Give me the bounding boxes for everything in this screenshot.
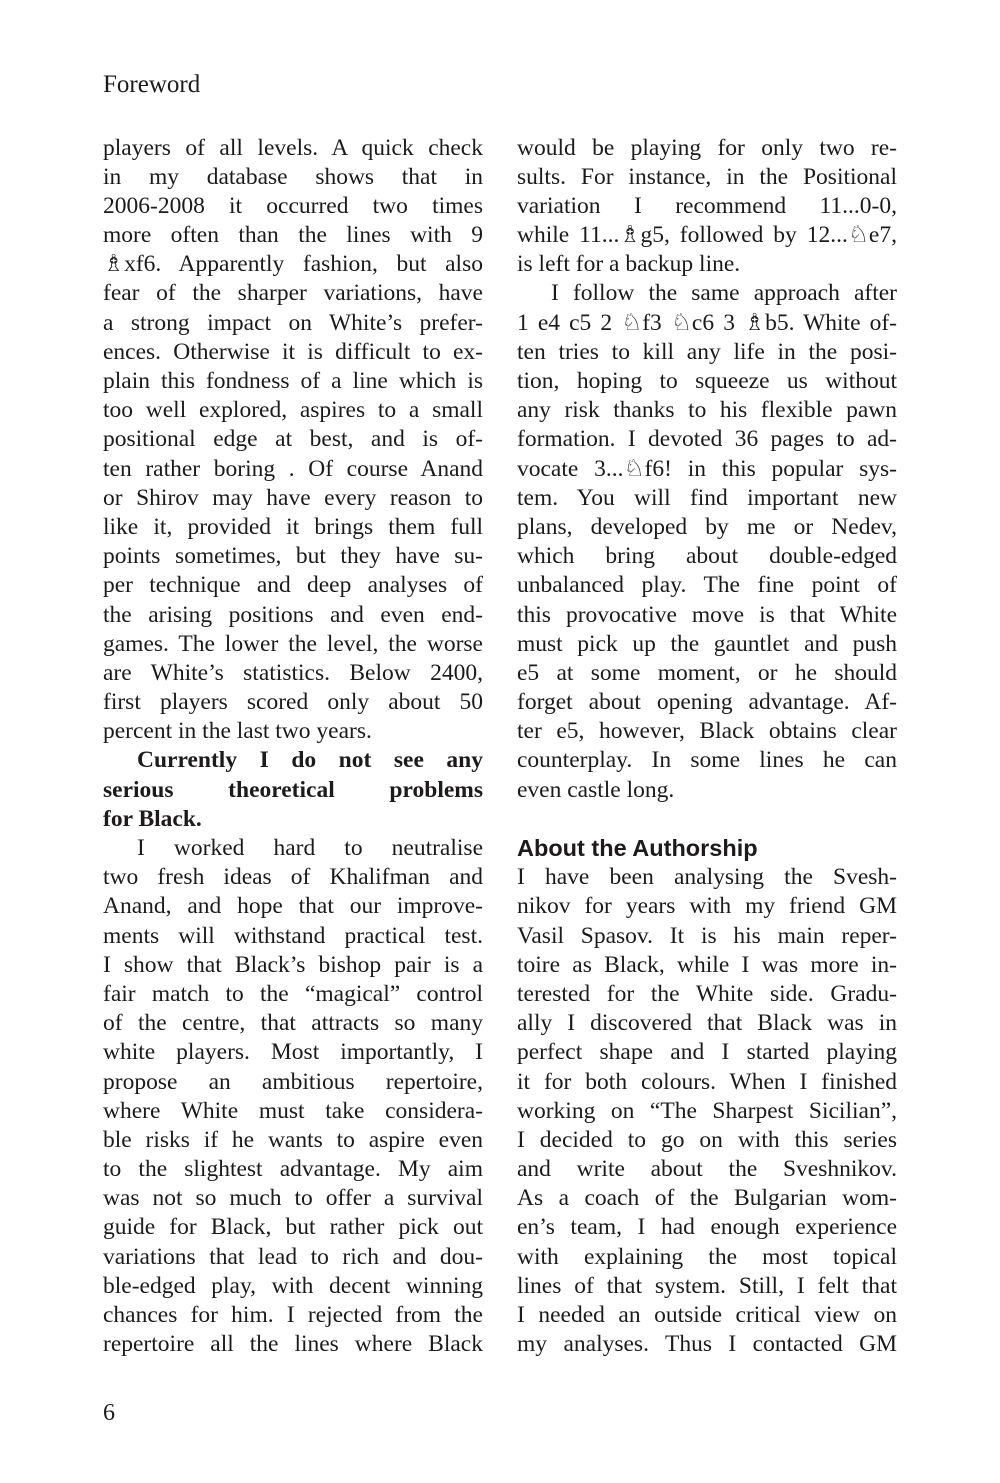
text-line: while 11...♗g5, followed by 12...♘e7, (517, 222, 897, 249)
text-line: 2006-2008 it occurred two times (103, 192, 483, 219)
paragraph (103, 834, 483, 1359)
text-line: terested for the White side. Gradu- (517, 980, 897, 1007)
running-head: Foreword (103, 71, 201, 98)
text-line: this provocative move is that White (517, 601, 897, 628)
text-line: too well explored, aspires to a small (103, 397, 483, 424)
text-line: counterplay. In some lines he can (517, 747, 897, 774)
text-line: I show that Black’s bishop pair is a (103, 951, 483, 978)
text-line: would be playing for only two re- (517, 134, 897, 161)
text-line: even castle long. (517, 776, 675, 803)
text-line: the arising positions and even end- (103, 601, 483, 628)
text-line: my analyses. Thus I contacted GM (517, 1331, 897, 1358)
text-line: ble risks if he wants to aspire even (103, 1126, 483, 1153)
text-line: more often than the lines with 9 (103, 222, 483, 249)
text-line: games. The lower the level, the worse (103, 630, 483, 657)
text-line: per technique and deep analyses of (103, 572, 483, 599)
text-line: en’s team, I had enough experience (517, 1214, 897, 1241)
text-line: first players scored only about 50 (103, 689, 483, 716)
text-line: vocate 3...♘f6! in this popular sys- (517, 455, 897, 482)
text-line: chances for him. I rejected from the (103, 1302, 483, 1328)
text-line: percent in the last two years. (103, 718, 372, 745)
section-heading: About the Authorship (517, 835, 758, 861)
text-line: ter e5, however, Black obtains clear (517, 718, 897, 745)
text-line: was not so much to offer a survival (103, 1185, 483, 1212)
paragraph (517, 279, 897, 804)
text-line: any risk thanks to his flexible pawn (517, 397, 897, 424)
text-line: unbalanced play. The fine point of (517, 572, 897, 599)
text-line: I decided to go on with this series (517, 1126, 897, 1153)
text-line: which bring about double-edged (517, 543, 897, 570)
text-line: where White must take considera- (103, 1097, 483, 1124)
text-line: ences. Otherwise it is difficult to ex- (103, 338, 483, 365)
text-line: ble-edged play, with decent winning (103, 1272, 483, 1299)
text-line: toire as Black, while I was more in- (517, 951, 897, 978)
text-line: of the centre, that attracts so many (103, 1010, 483, 1037)
text-line: or Shirov may have every reason to (103, 484, 483, 511)
text-line: two fresh ideas of Khalifman and (103, 864, 483, 891)
text-line: tem. You will find important new (517, 484, 897, 511)
text-line: working on “The Sharpest Sicilian”, (517, 1097, 897, 1124)
text-line: players of all levels. A quick check (103, 134, 483, 161)
text-line: I needed an outside critical view on (517, 1302, 897, 1328)
paragraph (517, 134, 897, 280)
text-line: sults. For instance, in the Positional (517, 163, 897, 190)
text-line: to the slightest advantage. My aim (103, 1156, 483, 1183)
text-line: fear of the sharper variations, have (103, 280, 483, 307)
text-line: ments will withstand practical test. (103, 922, 483, 949)
text-line: variations that lead to rich and dou- (103, 1243, 483, 1270)
text-line: plain this fondness of a line which is (103, 368, 483, 394)
text-line: a strong impact on White’s prefer- (103, 309, 483, 336)
text-line: with explaining the most topical (517, 1243, 897, 1270)
right-column (517, 134, 897, 1360)
text-line: I worked hard to neutralise (137, 835, 483, 861)
paragraph (103, 134, 483, 747)
text-line: fair match to the “magical” control (103, 980, 483, 1007)
text-line: forget about opening advantage. Af- (517, 689, 897, 716)
text-line: variation I recommend 11...0-0, (517, 192, 897, 219)
text-line: ally I discovered that Black was in (517, 1010, 897, 1037)
text-line: guide for Black, but rather pick out (103, 1214, 483, 1241)
text-line: ten rather boring . Of course Anand (103, 455, 483, 482)
text-line: plans, developed by me or Nedev, (517, 513, 897, 540)
text-line: it for both colours. When I finished (517, 1068, 897, 1095)
text-line: propose an ambitious repertoire, (103, 1068, 483, 1095)
text-line: Vasil Spasov. It is his main reper- (517, 922, 897, 949)
bold-statement (103, 746, 483, 834)
text-line: are White’s statistics. Below 2400, (103, 659, 483, 686)
text-line: lines of that system. Still, I felt that (517, 1272, 897, 1299)
text-line: e5 at some moment, or he should (517, 659, 897, 686)
text-line: tion, hoping to squeeze us without (517, 368, 897, 394)
text-line: I have been analysing the Svesh- (517, 864, 897, 891)
text-line: 1 e4 c5 2 ♘f3 ♘c6 3 ♗b5. White of- (517, 309, 897, 336)
text-line: Anand, and hope that our improve- (103, 893, 483, 920)
page-number: 6 (103, 1400, 115, 1426)
text-line: and write about the Sveshnikov. (517, 1156, 897, 1183)
text-line: I follow the same approach after (551, 280, 897, 307)
text-line: perfect shape and I started playing (517, 1039, 897, 1066)
text-line: serious theoretical problems (103, 776, 483, 803)
text-line: in my database shows that in (103, 163, 483, 190)
text-line: Currently I do not see any (137, 747, 483, 774)
text-line: is left for a backup line. (517, 251, 741, 278)
text-line: As a coach of the Bulgarian wom- (517, 1185, 897, 1212)
text-line: must pick up the gauntlet and push (517, 630, 897, 657)
text-line: repertoire all the lines where Black (103, 1331, 483, 1358)
left-column (103, 134, 483, 1360)
text-line: positional edge at best, and is of- (103, 426, 483, 453)
text-line: ten tries to kill any life in the posi- (517, 338, 897, 365)
text-line: points sometimes, but they have su- (103, 543, 483, 570)
text-line: for Black. (103, 805, 202, 832)
text-line: nikov for years with my friend GM (517, 893, 897, 920)
paragraph (517, 863, 897, 1359)
text-line: like it, provided it brings them full (103, 513, 483, 540)
text-line: formation. I devoted 36 pages to ad- (517, 426, 897, 453)
text-line: white players. Most importantly, I (103, 1039, 483, 1066)
text-line: ♗xf6. Apparently fashion, but also (103, 251, 483, 278)
